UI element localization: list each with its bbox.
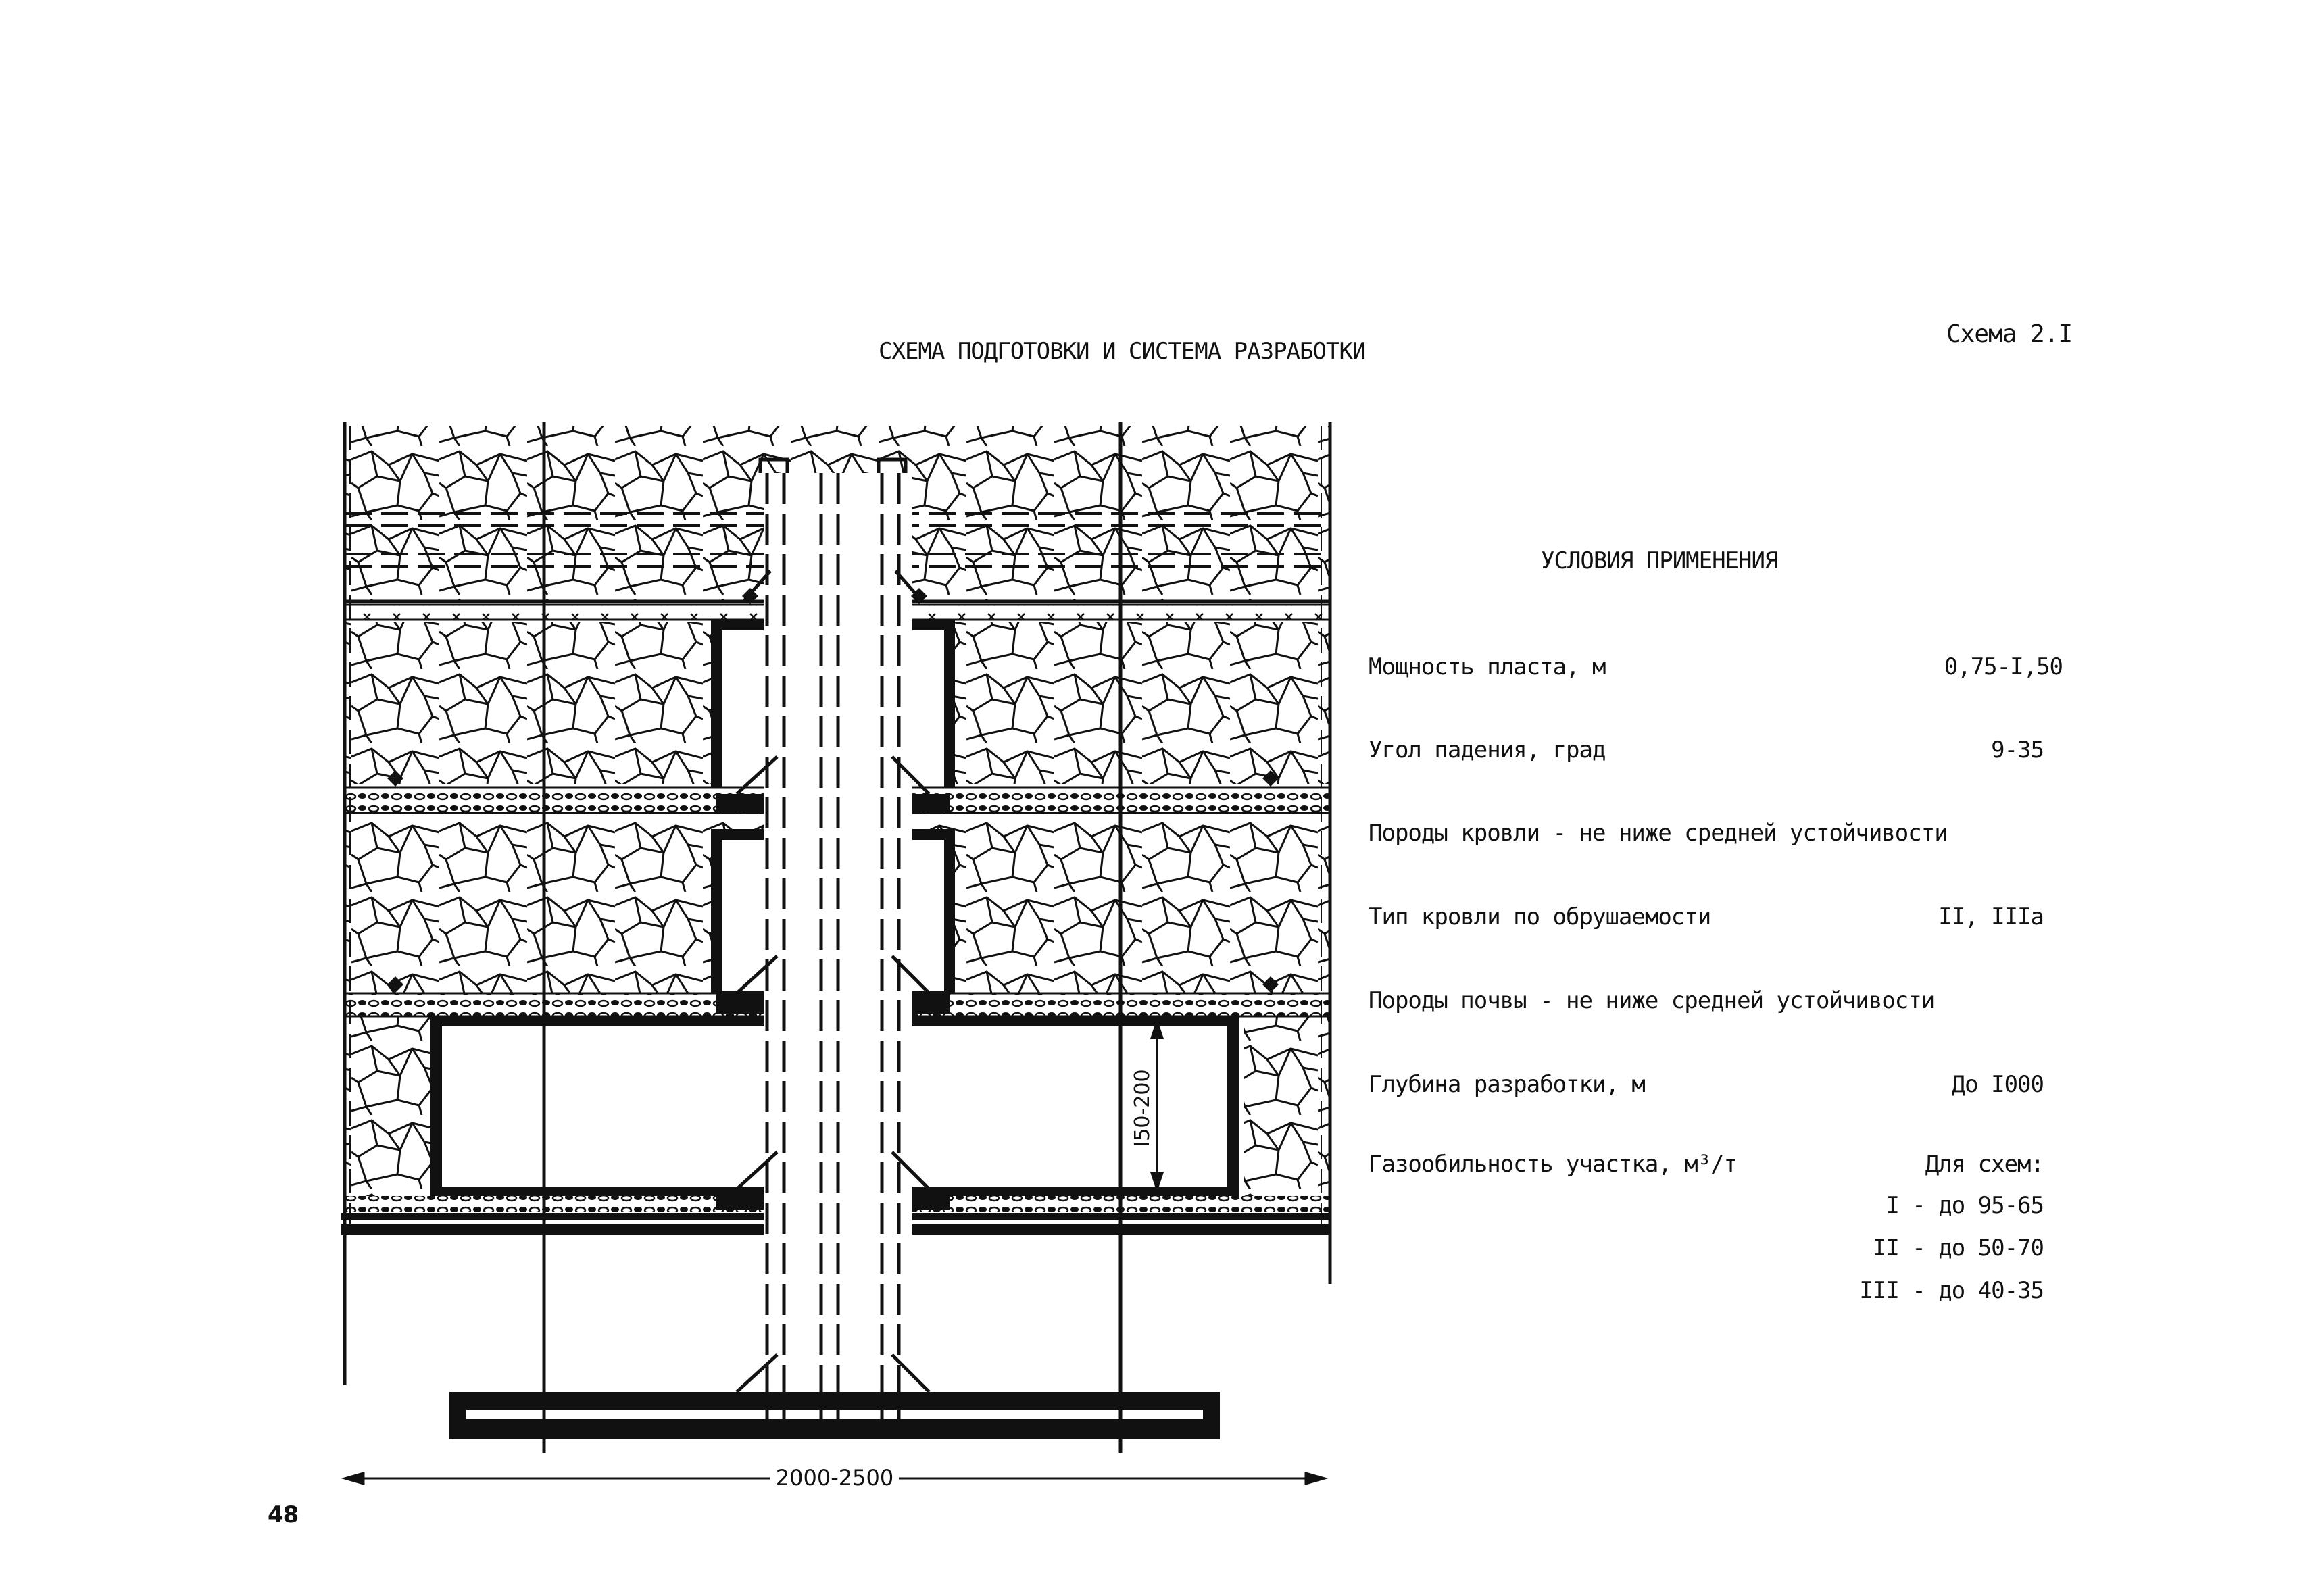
page-number: 48 — [268, 1501, 299, 1528]
condition-label: Тип кровли по обрушаемости — [1369, 903, 1711, 930]
gas-scheme-value: III - до 40-35 — [1859, 1277, 2044, 1304]
condition-label: Породы почвы - не ниже средней устойчивости — [1369, 987, 1935, 1014]
scheme-number: Схема 2.I — [1946, 320, 2073, 348]
condition-value: Для схем: — [1925, 1151, 2044, 1178]
condition-label: Породы кровли - не ниже средней устойчивости — [1369, 820, 1948, 847]
condition-label: Газообильность участка, м³/т — [1369, 1151, 1738, 1178]
condition-value: 9-35 — [1991, 737, 2044, 764]
width-dimension-label: 2000-2500 — [775, 1465, 894, 1491]
central-rises — [737, 459, 929, 1446]
condition-value: II, IIIа — [1938, 903, 2044, 930]
condition-label: Угол падения, град — [1369, 737, 1606, 764]
condition-label: Глубина разработки, м — [1369, 1071, 1645, 1098]
condition-value: До I000 — [1951, 1071, 2044, 1098]
conditions-title: УСЛОВИЯ ПРИМЕНЕНИЯ — [1541, 547, 1778, 574]
gas-scheme-value: II - до 50-70 — [1872, 1235, 2044, 1262]
condition-value: 0,75-I,50 — [1944, 653, 2063, 680]
page-title: СХЕМА ПОДГОТОВКИ И СИСТЕМА РАЗРАБОТКИ — [879, 338, 1366, 365]
condition-label: Мощность пласта, м — [1369, 653, 1606, 680]
gas-scheme-value: I - до 95-65 — [1886, 1192, 2044, 1219]
height-dimension-label: I50-200 — [1131, 1069, 1154, 1147]
